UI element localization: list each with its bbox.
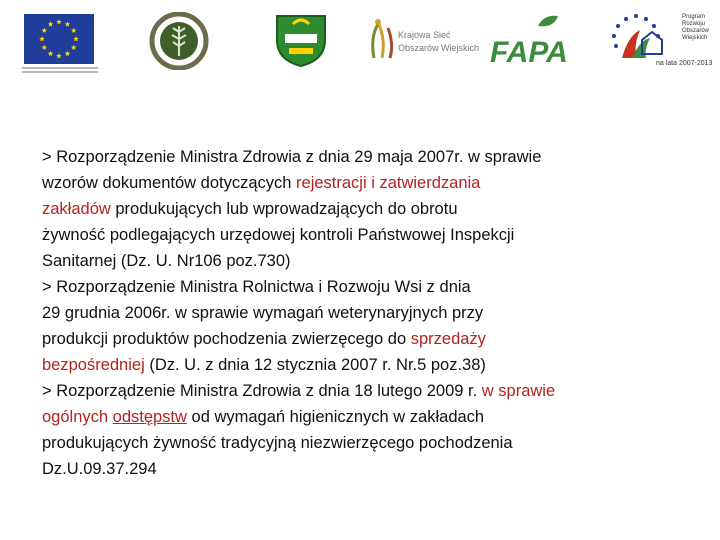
prow-line-4: Wiejskich — [682, 35, 708, 41]
logo-bar — [0, 0, 720, 80]
highlight-registration: rejestracji i zatwierdzania — [296, 174, 481, 192]
text-line-9: bezpośredniej (Dz. U. z dnia 12 stycznia 2007 r. Nr.5 poz.38) — [42, 356, 486, 374]
text-line-5: Sanitarnej (Dz. U. Nr106 poz.730) — [42, 252, 291, 270]
text-line-11: ogólnych odstępstw od wymagań higienicznych w zakładach — [42, 408, 485, 426]
text-line-12: produkujących żywność tradycyjną niezwierzęcego pochodzenia — [42, 434, 513, 452]
prow-logo — [606, 10, 714, 70]
text-line-13: Dz.U.09.37.294 — [42, 460, 157, 478]
highlight-direct: bezpośredniej — [42, 356, 145, 374]
eu-star — [48, 51, 54, 56]
text-line-3: zakładów produkujących lub wprowadzających do obrotu — [42, 200, 458, 218]
prow-line-2: Rozwoju — [682, 21, 706, 27]
prow-line-3: Obszarów — [682, 28, 710, 34]
highlight-concerning: w sprawie — [481, 382, 556, 400]
ksow-logo — [364, 14, 482, 64]
fapa-logo — [488, 12, 566, 66]
text-line-10: > Rozporządzenie Ministra Zdrowia z dnia 18 lutego 2009 r. w sprawie — [42, 382, 556, 400]
eu-star — [39, 36, 45, 41]
highlight-general: ogólnych — [42, 408, 113, 426]
eu-star — [65, 21, 71, 26]
ksow-line-2: Obszarów Wiejskich — [398, 43, 480, 53]
eu-star — [48, 21, 54, 26]
prow-period: na lata 2007-2013 — [656, 60, 713, 67]
text-line-4: żywność podlegających urzędowej kontroli Państwowej Inspekcji — [42, 226, 515, 244]
eu-flag-logo — [24, 14, 94, 64]
eu-star — [73, 36, 79, 41]
eu-star — [71, 45, 77, 50]
green-emblem-logo — [271, 10, 331, 68]
text-line-7: 29 grudnia 2006r. w sprawie wymagań weterynaryjnych przy — [42, 304, 484, 322]
ministry-seal-logo — [143, 12, 215, 70]
highlight-derogations: odstępstw — [112, 408, 187, 426]
regulations-text — [42, 144, 692, 482]
eu-star — [56, 53, 62, 58]
text-line-1: > Rozporządzenie Ministra Zdrowia z dnia 29 maja 2007r. w sprawie — [42, 148, 542, 166]
eu-star — [41, 45, 47, 50]
highlight-sales: sprzedaży — [410, 330, 486, 348]
text-line-8: produkcji produktów pochodzenia zwierzęcego do sprzedaży — [42, 330, 486, 348]
text-line-6: > Rozporządzenie Ministra Rolnictwa i Rozwoju Wsi z dnia — [42, 278, 471, 296]
prow-line-1: Program — [682, 14, 706, 20]
eu-star — [41, 28, 47, 33]
eu-star — [71, 28, 77, 33]
fapa-wordmark: FAPA — [490, 36, 566, 66]
eu-flag-caption — [22, 66, 98, 74]
ksow-line-1: Krajowa Sieć — [398, 30, 451, 40]
eu-stars-icon — [24, 14, 94, 64]
eu-star — [56, 19, 62, 24]
eu-star — [65, 51, 71, 56]
highlight-plants: zakładów — [42, 200, 111, 218]
text-line-2: wzorów dokumentów dotyczących rejestracji i zatwierdzania — [42, 174, 481, 192]
